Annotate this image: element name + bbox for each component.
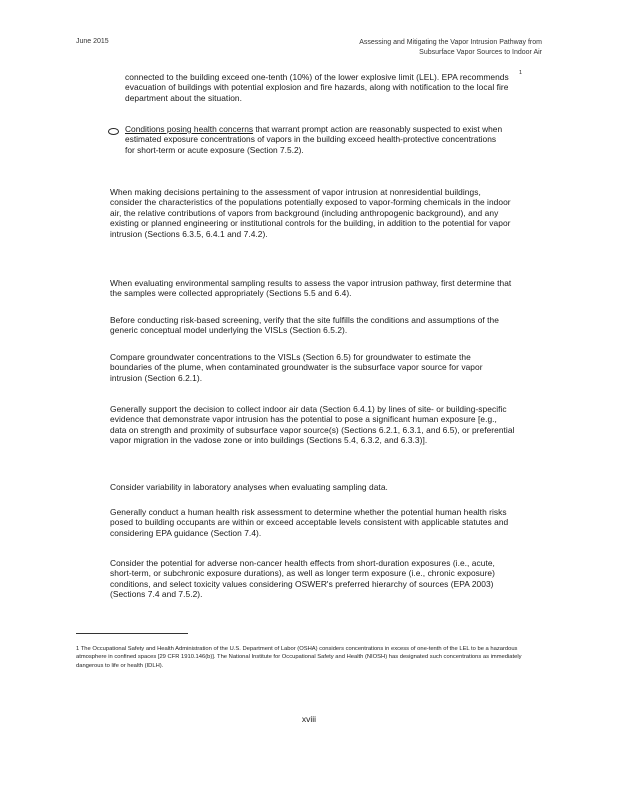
footnote: 1 The Occupational Safety and Health Administration of the U.S. Department of Labor (OSHA) considers concentrations in excess of one-tenth of the LEL to be a hazardous atmosphere in confined spaces [29 CFR 1910.146(b)]. The National Institute for Occupational Safety and Health (NIOSH) has designated such concentrations as immediately dangerous to life or health (IDLH).: [76, 646, 522, 669]
sub-bullet-underlined: Conditions posing health concerns: [125, 124, 254, 134]
bullet-item: Generally support the decision to collect indoor air data (Section 6.4.1) by lines of site- or building-specific evidence that demonstrate vapor intrusion has the potential to pose a significant human exposure [e.g., data on strength and proximity of subsurface vapor source(s) (Sections 6.2.1, 6.3.1, and 6.5), or preferential vapor migration in the vadose zone or into buildings (Sections 5.4, 6.3.2, and 6.3.3)].: [110, 404, 515, 446]
footnote-marker: 1: [519, 70, 523, 76]
bullet-item: When evaluating environmental sampling results to assess the vapor intrusion pathway, first determine that the samples were collected appropriately (Sections 5.5 and 6.4).: [110, 278, 512, 299]
bullet-item: Before conducting risk-based screening, verify that the site fulfills the conditions and assumptions of the generic conceptual model underlying the VISLs (Section 6.5.2).: [110, 315, 499, 336]
page-number: xviii: [301, 714, 317, 724]
bullet-item: Generally conduct a human health risk assessment to determine whether the potential human health risks posed to building occupants are within or exceed acceptable levels consistent with applicable statutes and considering EPA guidance (Section 7.4).: [110, 507, 509, 538]
sub-bullet-body: that warrant prompt action are reasonably suspected to exist when estimated exposure concentrations of vapors in the building exceed health-protective concentrations for short-term or acute exposure (Section 7.5.2).: [125, 124, 503, 155]
bullet-item: Consider variability in laboratory analyses when evaluating sampling data.: [110, 482, 388, 492]
header-title-line1: Assessing and Mitigating the Vapor Intrusion Pathway from: [359, 39, 542, 46]
header-title-line2: Subsurface Vapor Sources to Indoor Air: [419, 48, 542, 56]
bullet-item: When making decisions pertaining to the assessment of vapor intrusion at nonresidential buildings, consider the characteristics of the populations potentially exposed to vapor-forming chemicals in the indoor air, the relative contributions of vapors from background (including anthropogenic background), and any existing or planned engineering or institutional controls for the building, in addition to the potential for vapor intrusion (Sections 6.3.5, 6.4.1 and 7.4.2).: [110, 187, 511, 239]
bullet-item: Compare groundwater concentrations to the VISLs (Section 6.5) for groundwater to estimate the boundaries of the plume, when contaminated groundwater is the subsurface vapor source for vapor intrusion (Section 6.2.1).: [110, 352, 483, 383]
footnote-divider: [76, 633, 188, 634]
header-title: [359, 38, 542, 57]
continuation-paragraph: connected to the building exceed one-tenth (10%) of the lower explosive limit (LEL). EPA recommends evacuation of buildings with potential explosion and fire hazards, along with notification to the local fire department about the situation.: [125, 72, 509, 103]
sub-bullet-text: [125, 124, 505, 155]
bullet-item: Consider the potential for adverse non-cancer health effects from short-duration exposures (i.e., acute, short-term, or subchronic exposure durations), as well as longer term exposure (i.e., chronic exposure) conditions, and select toxicity values considering OSWER's preferred hierarchy of sources (EPA 2003) (Sections 7.4 and 7.5.2).: [110, 558, 495, 600]
sub-bullet-circle-icon: [108, 128, 119, 135]
header-date: June 2015: [76, 38, 109, 45]
